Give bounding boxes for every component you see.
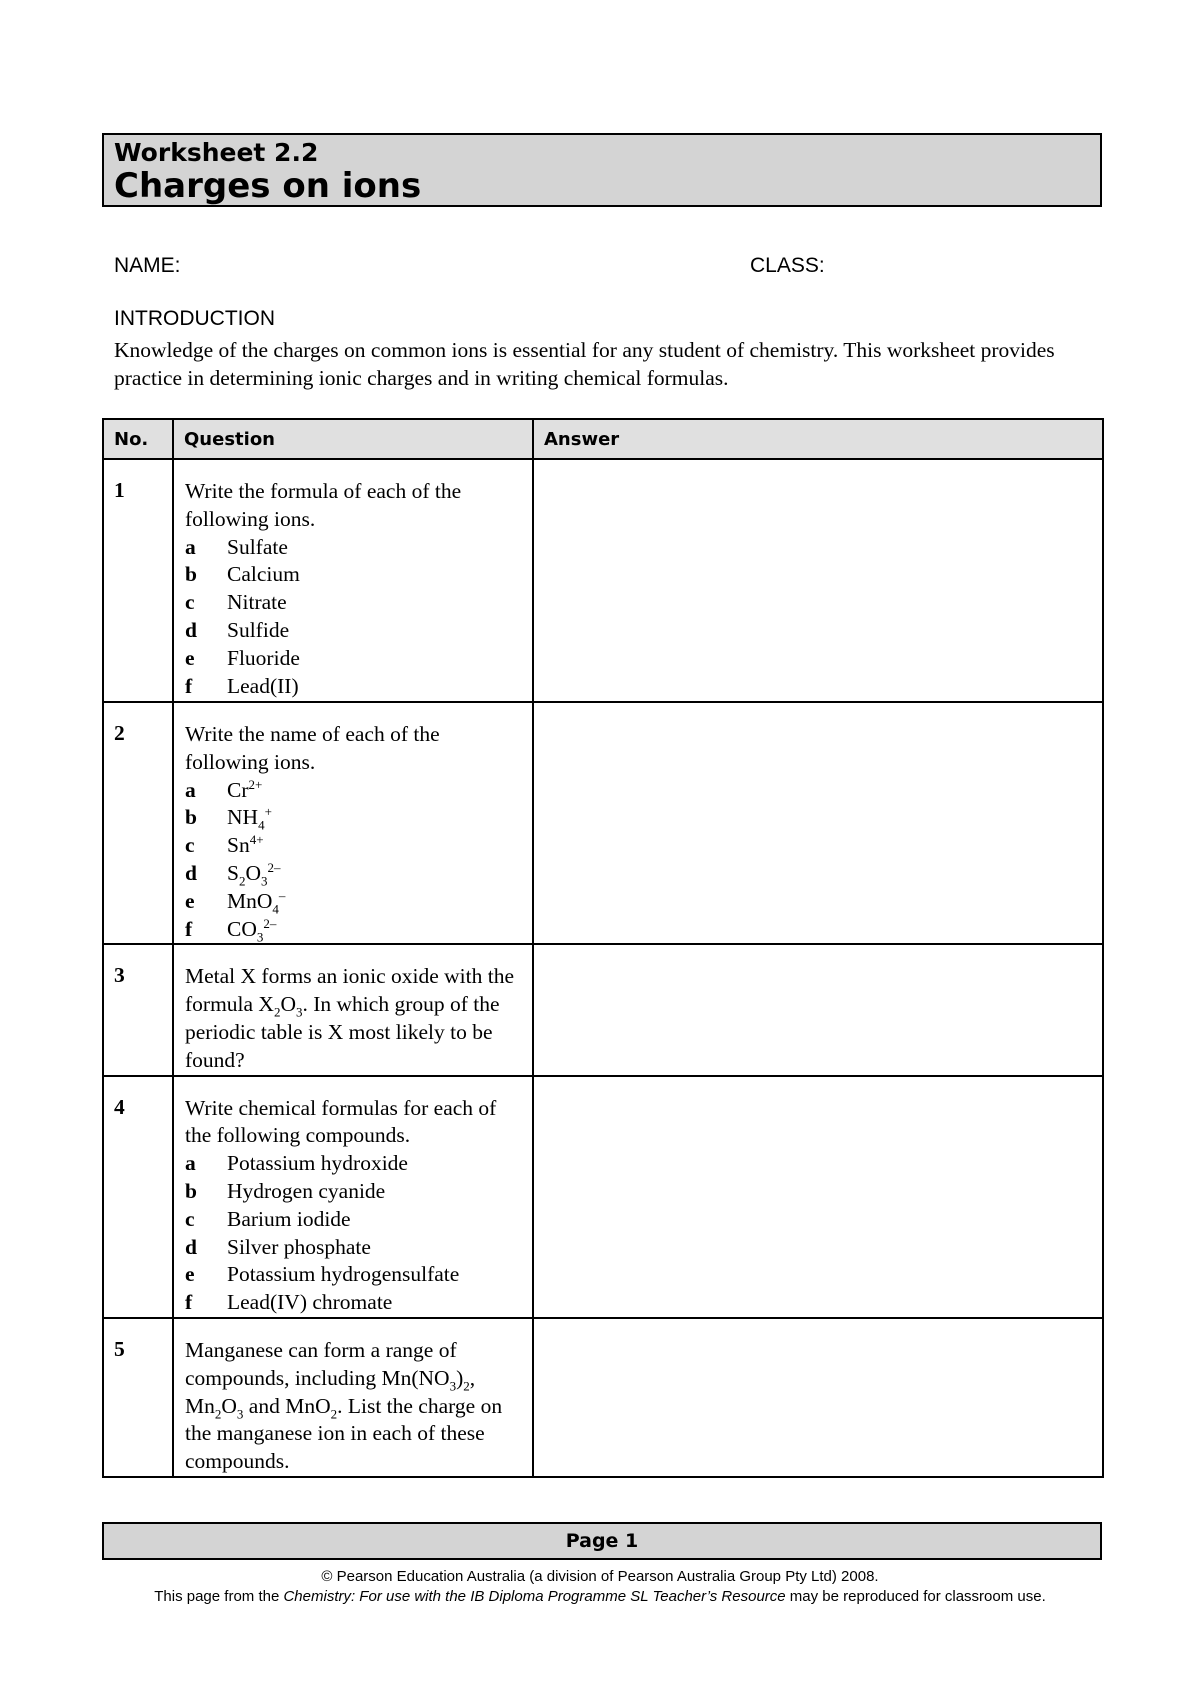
header-answer: Answer: [533, 419, 1103, 459]
sub-question: [185, 534, 524, 562]
question-number: 1: [103, 459, 173, 702]
sub-question: [185, 1206, 524, 1234]
question-text-part: , Mn: [185, 1365, 476, 1418]
formula-part: CO: [227, 916, 257, 941]
question-cell: [173, 702, 533, 944]
formula-part: 3: [256, 928, 264, 944]
question-cell: [173, 1318, 533, 1477]
formula-part: 2+: [248, 776, 263, 792]
worksheet-header: [102, 133, 1102, 207]
question-text-part: 3: [296, 1004, 303, 1020]
reproduction-suffix: may be reproduced for classroom use.: [785, 1588, 1046, 1605]
page-number-box: Page 1: [102, 1522, 1102, 1560]
question-text: [185, 963, 524, 1074]
sub-question-letter: d: [185, 860, 197, 885]
sub-question-letter: c: [185, 590, 195, 615]
formula-part: 4: [272, 901, 279, 917]
sub-question-text: [227, 804, 272, 832]
table-row: [103, 944, 1103, 1075]
sub-question-text: Barium iodide: [227, 1206, 351, 1231]
worksheet-number: Worksheet 2.2: [114, 138, 319, 167]
sub-question-letter: e: [185, 645, 195, 670]
sub-question-text: [227, 832, 264, 860]
sub-question-text: Sulfide: [227, 617, 290, 642]
introduction-text: Knowledge of the charges on common ions is essential for any student of chemistry. This worksheet provides practice in determining ionic charges and in writing chemical formulas.: [114, 338, 1055, 390]
question-text-part: 2: [330, 1405, 338, 1421]
sub-question: [185, 617, 524, 645]
sub-question-text: Silver phosphate: [227, 1234, 371, 1259]
sub-question: [185, 916, 524, 944]
sub-question-letter: a: [185, 777, 196, 802]
sub-question-letter: b: [185, 805, 197, 830]
sub-question: [185, 1150, 524, 1178]
sub-question-text: [227, 777, 262, 805]
question-text-part: O: [221, 1393, 237, 1418]
question-cell: [173, 459, 533, 702]
sub-question: [185, 888, 524, 916]
sub-question-letter: c: [185, 1206, 195, 1231]
question-cell: [173, 1076, 533, 1318]
sub-question-text: [227, 860, 281, 888]
sub-question-letter: e: [185, 888, 195, 913]
formula-part: 2–: [263, 915, 277, 931]
formula-part: O: [245, 860, 261, 885]
question-text-part: and MnO: [243, 1393, 331, 1418]
question-text-part: 3: [236, 1405, 244, 1421]
sub-question: [185, 804, 524, 832]
header-question: Question: [173, 419, 533, 459]
question-text: Write the formula of each of the following ions.: [185, 479, 462, 531]
table-row: [103, 702, 1103, 944]
answer-cell[interactable]: [533, 1076, 1103, 1318]
question-text-part: 3: [449, 1378, 457, 1394]
reproduction-notice: [0, 1588, 1200, 1605]
sub-question: [185, 1261, 524, 1289]
sub-question-text: Fluoride: [227, 645, 300, 670]
sub-question: [185, 1289, 524, 1317]
sub-question-text: Potassium hydroxide: [227, 1151, 408, 1176]
sub-question: [185, 561, 524, 589]
class-label: CLASS:: [750, 254, 825, 277]
answer-cell[interactable]: [533, 944, 1103, 1075]
question-text-part: . In which group of the periodic table is X most likely to be found?: [185, 992, 500, 1072]
formula-part: NH: [227, 805, 259, 830]
question-text-part: ): [456, 1365, 464, 1390]
sub-question: [185, 645, 524, 673]
question-number: 2: [103, 702, 173, 944]
sub-question: [185, 673, 524, 701]
table-row: [103, 459, 1103, 702]
question-text-part: 2: [214, 1405, 222, 1421]
sub-question-letter: e: [185, 1262, 195, 1287]
worksheet-title: Charges on ions: [114, 166, 422, 206]
formula-part: 4+: [249, 832, 264, 848]
copyright-notice: © Pearson Education Australia (a division of Pearson Australia Group Pty Ltd) 2008.: [321, 1568, 879, 1585]
question-text: [185, 1337, 524, 1476]
header-no: No.: [103, 419, 173, 459]
formula-part: –: [278, 887, 286, 903]
table-header-row: [103, 419, 1103, 459]
sub-question: [185, 1234, 524, 1262]
sub-question-text: Hydrogen cyanide: [227, 1178, 386, 1203]
question-cell: [173, 944, 533, 1075]
question-text-part: Manganese can form a range of compounds, including Mn(NO: [185, 1337, 457, 1390]
sub-question-text: Lead(II): [227, 673, 299, 698]
sub-question: [185, 832, 524, 860]
resource-title: Chemistry: For use with the IB Diploma Programme SL Teacher’s Resource: [283, 1588, 786, 1605]
formula-part: 3: [261, 873, 268, 889]
question-text-part: Metal X forms an ionic oxide with the formula X: [185, 964, 514, 1017]
question-text-part: O: [280, 992, 296, 1017]
table-row: [103, 1318, 1103, 1477]
formula-part: 2–: [267, 859, 281, 875]
sub-question-letter: b: [185, 562, 197, 587]
sub-question-text: Sulfate: [227, 534, 288, 559]
answer-cell[interactable]: [533, 1318, 1103, 1477]
sub-question-letter: f: [185, 1290, 193, 1315]
formula-part: +: [264, 804, 272, 820]
sub-question-text: Nitrate: [227, 590, 287, 615]
sub-question: [185, 860, 524, 888]
sub-question-text: Calcium: [227, 562, 300, 587]
question-text-part: 2: [463, 1378, 470, 1394]
name-label: NAME:: [114, 254, 181, 277]
answer-cell[interactable]: [533, 459, 1103, 702]
sub-question-letter: c: [185, 833, 195, 858]
sub-question-text: Potassium hydrogensulfate: [227, 1262, 460, 1287]
formula-part: Cr: [227, 777, 249, 802]
sub-question-text: [227, 916, 276, 944]
table-row: [103, 1076, 1103, 1318]
introduction-heading: INTRODUCTION: [114, 307, 275, 330]
formula-part: 2: [238, 873, 246, 889]
question-number: 5: [103, 1318, 173, 1477]
question-text: Write chemical formulas for each of the following compounds.: [185, 1095, 497, 1148]
sub-question-letter: d: [185, 617, 197, 642]
sub-question: [185, 1178, 524, 1206]
question-number: 3: [103, 944, 173, 1075]
formula-part: S: [227, 860, 239, 885]
sub-question-letter: f: [185, 916, 193, 941]
question-text: Write the name of each of the following ions.: [185, 722, 440, 774]
sub-question-letter: b: [185, 1178, 197, 1203]
sub-question-letter: d: [185, 1234, 197, 1259]
question-text-part: 2: [273, 1004, 281, 1020]
formula-part: MnO: [227, 888, 273, 913]
formula-part: Sn: [227, 833, 250, 858]
question-table: [102, 418, 1104, 1478]
sub-question: [185, 777, 524, 805]
sub-question-letter: a: [185, 534, 196, 559]
sub-question-letter: a: [185, 1151, 196, 1176]
question-number: 4: [103, 1076, 173, 1318]
reproduction-prefix: This page from the: [154, 1588, 284, 1605]
sub-question: [185, 589, 524, 617]
answer-cell[interactable]: [533, 702, 1103, 944]
sub-question-letter: f: [185, 673, 193, 698]
question-text-part: . List the charge on the manganese ion in each of these compounds.: [185, 1393, 503, 1474]
formula-part: 4: [258, 817, 265, 833]
sub-question-text: [227, 888, 285, 916]
sub-question-text: Lead(IV) chromate: [227, 1290, 393, 1315]
